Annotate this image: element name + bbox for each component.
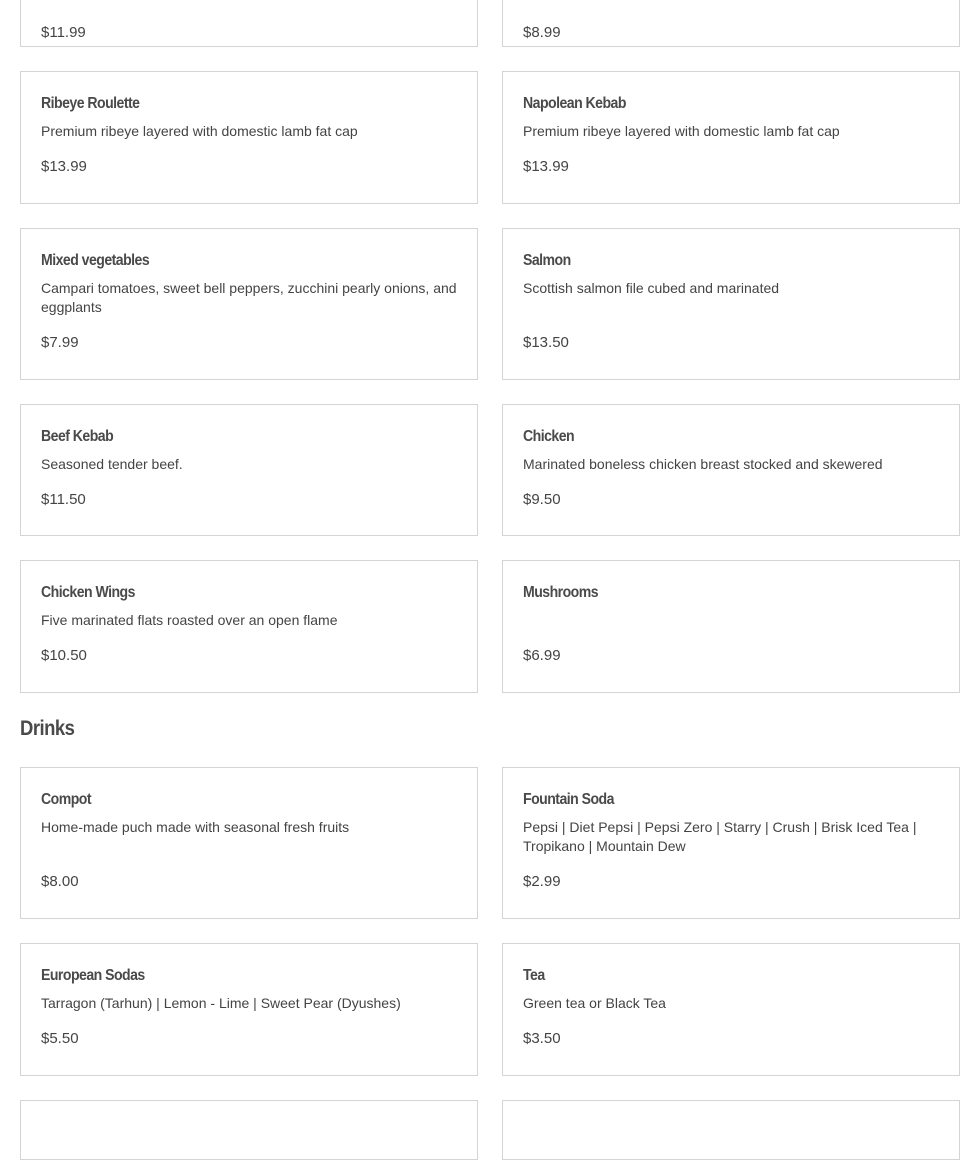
menu-item-description: [523, 611, 939, 630]
menu-item-price: $13.99: [523, 158, 569, 175]
menu-item-price: $3.50: [523, 1030, 561, 1047]
menu-item-card[interactable]: [20, 560, 478, 693]
menu-item-card[interactable]: [20, 71, 478, 204]
menu-item-name: Tea: [523, 967, 545, 984]
menu-item-description: Marinated boneless chicken breast stocked and skewered: [523, 456, 883, 472]
section-title-drinks: Drinks: [20, 717, 75, 740]
menu-item-description: Seasoned tender beef.: [41, 456, 183, 472]
menu-item-name: European Sodas: [41, 967, 145, 984]
menu-item-card[interactable]: [502, 1100, 960, 1160]
menu-item-price: $11.50: [41, 491, 86, 508]
menu-item-card[interactable]: [502, 560, 960, 693]
menu-item-card[interactable]: [20, 228, 478, 380]
menu-item-price: $8.99: [523, 24, 561, 41]
menu-item-name: Fountain Soda: [523, 791, 614, 808]
drinks-grid: [20, 767, 960, 1160]
menu-item-name: Beef Kebab: [41, 428, 114, 445]
menu-item-price: $7.99: [41, 334, 79, 351]
menu-item-description: Tarragon (Tarhun) | Lemon - Lime | Sweet Pear (Dyushes): [41, 995, 401, 1011]
menu-item-description: Premium ribeye layered with domestic lamb fat cap: [523, 123, 840, 139]
menu-item-description: Green tea or Black Tea: [523, 995, 666, 1011]
menu-item-card[interactable]: [502, 71, 960, 204]
menu-item-price: $6.99: [523, 647, 561, 664]
menu-item-price: $13.99: [41, 158, 87, 175]
menu-item-description: Pepsi | Diet Pepsi | Pepsi Zero | Starry | Crush | Brisk Iced Tea | Tropikano | Mountain Dew: [523, 819, 917, 854]
menu-item-card[interactable]: [502, 404, 960, 536]
menu-item-name: Mixed vegetables: [41, 252, 150, 269]
menu-page: [20, 0, 960, 1160]
menu-item-name: Ribeye Roulette: [41, 95, 140, 112]
menu-item-name: Chicken: [523, 428, 575, 445]
menu-item-description: Campari tomatoes, sweet bell peppers, zucchini pearly onions, and eggplants: [41, 280, 457, 315]
menu-item-card[interactable]: [502, 0, 960, 47]
menu-item-price: $9.50: [523, 491, 561, 508]
menu-item-card[interactable]: [20, 943, 478, 1076]
menu-item-price: $2.99: [523, 873, 561, 890]
menu-item-price: $5.50: [41, 1030, 79, 1047]
menu-item-description: Five marinated flats roasted over an open flame: [41, 612, 338, 628]
menu-item-name: Compot: [41, 791, 92, 808]
menu-item-card[interactable]: [502, 767, 960, 919]
menu-item-name: Chicken Wings: [41, 584, 135, 601]
menu-item-description: Premium ribeye layered with domestic lamb fat cap: [41, 123, 358, 139]
menu-item-name: Salmon: [523, 252, 571, 269]
menu-item-card[interactable]: [20, 1100, 478, 1160]
menu-item-card[interactable]: [20, 767, 478, 919]
menu-item-price: $8.00: [41, 873, 79, 890]
kebab-grid: [20, 0, 960, 693]
menu-item-name: Mushrooms: [523, 584, 599, 601]
menu-item-card[interactable]: [20, 404, 478, 536]
menu-item-card[interactable]: [502, 228, 960, 380]
menu-item-card[interactable]: [502, 943, 960, 1076]
menu-item-price: $11.99: [41, 24, 86, 41]
menu-item-description: Home-made puch made with seasonal fresh fruits: [41, 819, 350, 835]
menu-item-description: Scottish salmon file cubed and marinated: [523, 280, 780, 296]
menu-item-name: Napolean Kebab: [523, 95, 626, 112]
menu-item-price: $13.50: [523, 334, 569, 351]
menu-item-price: $10.50: [41, 647, 87, 664]
menu-item-card[interactable]: [20, 0, 478, 47]
